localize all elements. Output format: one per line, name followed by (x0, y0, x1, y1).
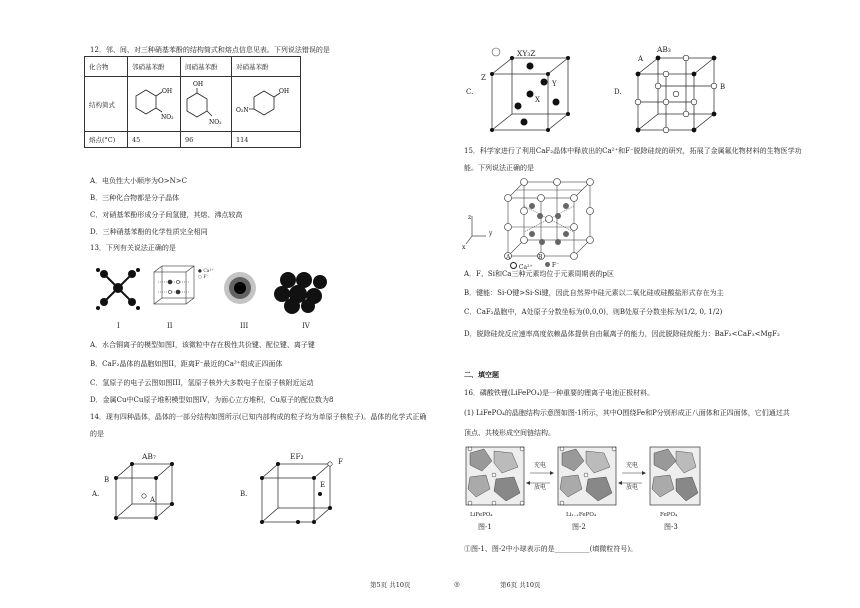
legend-ca-label: Ca²⁺ (518, 264, 533, 271)
q12-option-c: C．对硝基苯酚形成分子间氢键，其熔、沸点较高 (90, 211, 243, 219)
svg-text:● Ca²⁺: ● Ca²⁺ (198, 269, 214, 274)
melting-point: 114 (232, 132, 301, 148)
melting-point: 45 (128, 132, 181, 148)
column-header: 对硝基苯酚 (232, 57, 301, 77)
q14-stem: 14．现有四种晶体，晶体的一部分结构如图所示(已知内部构成的粒子均为单原子核粒子)。晶体的化学式正确 (90, 413, 427, 421)
axis-y-label: y (489, 230, 493, 237)
cell-a-label-b: B (104, 476, 110, 484)
axis-x-label: x (462, 244, 466, 251)
svg-text:OH: OH (162, 88, 173, 95)
hydrated-copper-ion-model (96, 268, 140, 310)
q16-stem: 16．磷酸铁锂(LiFePO₄)是一种重要的锂离子电池正极材料。 (464, 389, 655, 397)
q14-option-b: B. (240, 490, 248, 498)
q13-option-d: D．金属Cu中Cu原子堆积模型如图IV，为面心立方堆积，Cu原子的配位数为8 (90, 396, 334, 404)
svg-text:O₂N: O₂N (236, 107, 249, 114)
q12-option-b: B．三种化合物都是分子晶体 (90, 194, 180, 202)
lifepo4-cells-diagram (462, 445, 702, 517)
cell-3-caption: 图-3 (664, 523, 678, 531)
q16-part1-cont: 顶点、共棱形成空间链结构。 (464, 429, 555, 437)
q15-stem-cont: 能。下列说法正确的是 (464, 164, 534, 172)
q12-stem: 12．邻、间、对三种硝基苯酚的结构简式和熔点信息见表。下列说法错误的是 (90, 46, 330, 54)
page-separator: ◎ (454, 580, 460, 588)
q13-stem: 13．下列有关说法正确的是 (90, 244, 176, 252)
cell-d-formula: AB₃ (657, 45, 671, 54)
row-header: 结构简式 (85, 77, 128, 132)
q12-table (84, 56, 301, 148)
cell-d-diagram (630, 50, 722, 136)
figure-label-iii: III (240, 322, 249, 330)
cell-a-diagram (112, 462, 178, 524)
copper-packing-model (274, 272, 327, 314)
cell-c-label-y: Y (552, 80, 557, 88)
figure-label-i: I (117, 322, 120, 330)
q14-stem-cont: 的是 (90, 430, 104, 438)
cell-1-caption: 图-1 (478, 523, 492, 531)
cell-b-formula: EF₂ (290, 452, 304, 461)
cell-d-label-a: A (638, 55, 644, 63)
electron-cloud-model (224, 272, 256, 304)
caf2-cell-model (154, 266, 194, 304)
q16-part1: (1) LiFePO₄的晶胞结构示意图如图-1所示，其中O围绕Fe和P分别形成正八面体和正四面体，它们通过共 (464, 409, 790, 417)
cell-2-name: Li₁₋ₓFePO₄ (566, 512, 597, 518)
q15-stem: 15．科学家进行了利用CaF₂晶体中释放出的Ca²⁺和F⁻脱除硅烷的研究，拓展了金属氟化物材料的生物医学功 (464, 147, 802, 155)
cell-c-diagram (484, 46, 574, 136)
melting-point: 96 (181, 132, 232, 148)
meta-nitrophenol-structure (185, 79, 225, 129)
cell-c-label-x: X (535, 96, 540, 104)
q15-option-c (464, 308, 722, 316)
para-nitrophenol-structure (236, 84, 292, 124)
row-header: 化合物 (85, 57, 128, 77)
arrow1-label-charge: 充电 (534, 462, 547, 469)
row-header: 熔点(°C) (85, 132, 128, 148)
cell-d-label-b: B (720, 83, 726, 91)
arrow2-label-charge: 充电 (626, 462, 639, 469)
q16-question-1: ①图-1、图-2中小球表示的是__________(填微粒符号)。 (464, 545, 638, 553)
column-header: 间硝基苯酚 (181, 57, 232, 77)
q13-option-b: B．CaF₂晶体的晶胞如图II，距离F⁻最近的Ca²⁺组成正四面体 (90, 360, 283, 368)
svg-text:OH: OH (279, 88, 290, 95)
figure-label-iv: IV (302, 322, 310, 330)
figure-label-ii: II (167, 322, 173, 330)
structure-meta (181, 77, 232, 132)
q14-option-a: A. (92, 490, 100, 498)
q15-option-d: D．脱除硅烷反应速率高度依赖晶体提供自由氟离子的能力，因此脱除硅烷能力：BaF₂<CaF₂<MgF₂ (464, 330, 780, 338)
cell-c-formula: XY₃Z (517, 49, 536, 58)
arrow2-label-discharge: 放电 (626, 484, 639, 491)
axis-z-label: z (468, 214, 472, 221)
q14-option-d: D. (614, 88, 622, 96)
section-title: 二、填空题 (464, 370, 499, 379)
cell-b-label-e: E (320, 481, 326, 489)
column-header: 邻硝基苯酚 (128, 57, 181, 77)
structure-ortho (128, 77, 181, 132)
point-b-label: B (538, 254, 543, 261)
cell-1-name: LiFePO₄ (470, 512, 493, 518)
q13-option-c: C．氢原子的电子云图如图III，氢原子核外大多数电子在原子核附近运动 (90, 379, 314, 387)
svg-text:NO₂: NO₂ (161, 114, 174, 121)
svg-text:NO₂: NO₂ (209, 119, 222, 126)
cell-2 (558, 447, 616, 505)
q13-figures (92, 262, 332, 318)
q12-option-d: D．三种硝基苯酚的化学性质完全相同 (90, 228, 208, 236)
q15-option-a: A．F、Si和Ca三种元素均位于元素周期表的p区 (464, 270, 614, 278)
cell-c-label-z: Z (481, 74, 486, 82)
cell-2-caption: 图-2 (572, 523, 586, 531)
q12-option-a: A．电负性大小顺序为O>N>C (90, 177, 188, 185)
cell-3-name: FePO₄ (660, 512, 678, 518)
page-number-right: 第6页 共10页 (500, 581, 541, 589)
ortho-nitrophenol-structure (132, 80, 172, 128)
caf2-unit-cell-diagram (462, 176, 612, 266)
legend-f (545, 262, 559, 269)
page-number-left: 第5页 共10页 (370, 581, 411, 589)
cell-a-formula: AB₇ (142, 452, 156, 461)
q15-option-b: B．键能：Si-O键>Si-Si键，因此自然界中硅元素以二氧化硅或硅酸盐形式存在为主 (464, 289, 724, 297)
svg-text:OH: OH (193, 81, 204, 88)
cell-a-label-a: A (150, 496, 156, 504)
legend-f-label: F⁻ (551, 262, 560, 269)
cell-b-diagram (258, 462, 338, 526)
coord-b-value: (1/2, 0, 1/2) (681, 308, 723, 316)
point-a-label: A (506, 254, 511, 261)
cell-1 (466, 447, 524, 505)
cell-3 (650, 447, 700, 505)
q13-option-a: A．水合铜离子的模型如图I，该微粒中存在极性共价键、配位键、离子键 (90, 341, 315, 349)
q14-option-c: C. (466, 88, 474, 96)
structure-para (232, 77, 301, 132)
q15-option-c-text: C．CaF₂晶胞中，A处原子分数坐标为(0,0,0)，则B处原子分数坐标为 (464, 308, 682, 316)
arrow1-label-discharge: 放电 (534, 484, 547, 491)
svg-text:○ F⁻: ○ F⁻ (198, 275, 209, 280)
cell-b-label-f: F (338, 458, 343, 466)
